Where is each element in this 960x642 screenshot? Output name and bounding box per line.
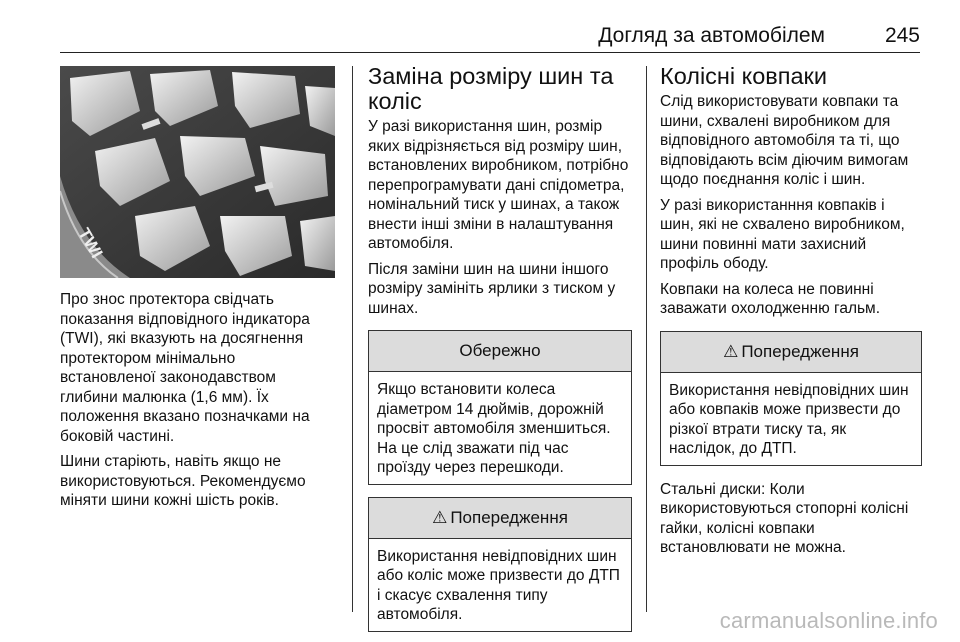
warning-triangle-icon: ⚠ xyxy=(432,507,448,527)
warning-box-title: Попередження xyxy=(450,507,568,527)
tire-tread-figure xyxy=(60,66,335,278)
warning-box-title: Попередження xyxy=(741,341,859,361)
caution-box-title: Обережно xyxy=(369,331,631,372)
section-heading: Колісні ковпаки xyxy=(660,63,827,89)
paragraph: Про знос протектора свідчать показання відповідного індикатора (TWI), які вказують на досягнення протектором мінімально встановленої законодавством глибини малюнка (1,6 мм). Їх положення вказано позначками на боковій частині. xyxy=(60,291,310,445)
caution-box-text: Якщо встановити колеса діаметром 14 дюймів, дорожній просвіт автомобіля зменшиться. На це слід зважати під час проїзду через перешкоди. xyxy=(377,381,611,476)
paragraph: У разі використанння ковпаків і шин, які не схвалено виробником, шини повинні мати захисний профіль ободу. xyxy=(660,196,905,272)
paragraph: У разі використання шин, розмір яких відрізняється від розміру шин, встановлених виробником, потрібно перепрограмувати дані спідометра, номінальний тиск у шинах, а також внести інші зміни в налаштування автомобіля. xyxy=(368,118,629,252)
column-1 xyxy=(60,64,335,517)
page-header xyxy=(60,18,920,53)
column-2 xyxy=(368,64,632,632)
tire-tread-wear-indicator-illustration xyxy=(60,66,335,278)
paragraph: Після заміни шин на шини іншого розміру замініть ярлики з тиском у шинах. xyxy=(368,260,616,317)
warning-box xyxy=(660,331,922,466)
warning-box-text: Використання невідповідних шин або ковпаків може призвести до різкої втрати тиску та, як наслідок, до ДТП. xyxy=(669,381,909,457)
warning-box-header xyxy=(661,332,921,373)
section-heading: Заміна розміру шин та коліс xyxy=(368,63,614,114)
section-title: Догляд за автомобілем xyxy=(598,24,825,47)
column-divider xyxy=(352,66,353,612)
page-number: 245 xyxy=(884,24,920,47)
twi-label: TWI xyxy=(74,224,107,262)
column-divider xyxy=(646,66,647,612)
warning-box-header xyxy=(369,498,631,539)
paragraph: Стальні диски: Коли використовуються стопорні колісні гайки, колісні ковпаки встановлювати не можна. xyxy=(660,480,909,556)
column-3 xyxy=(660,64,922,564)
paragraph: Слід використовувати ковпаки та шини, схвалені виробником для відповідного автомобіля та ті, що відповідають всім діючим вимогам щодо поєднання коліс і шин. xyxy=(660,93,909,188)
paragraph: Шини старіють, навіть якщо не використовуються. Рекомендуємо міняти шини кожні шість років. xyxy=(60,453,306,509)
caution-box xyxy=(368,330,632,485)
paragraph: Ковпаки на колеса не повинні заважати охолодженню гальм. xyxy=(660,280,881,317)
warning-triangle-icon: ⚠ xyxy=(723,341,739,361)
warning-box-text: Використання невідповідних шин або коліс може призвести до ДТП і скасує схвалення типу автомобіля. xyxy=(377,547,620,623)
watermark: carmanualsonline.info xyxy=(719,608,938,633)
warning-box xyxy=(368,497,632,632)
